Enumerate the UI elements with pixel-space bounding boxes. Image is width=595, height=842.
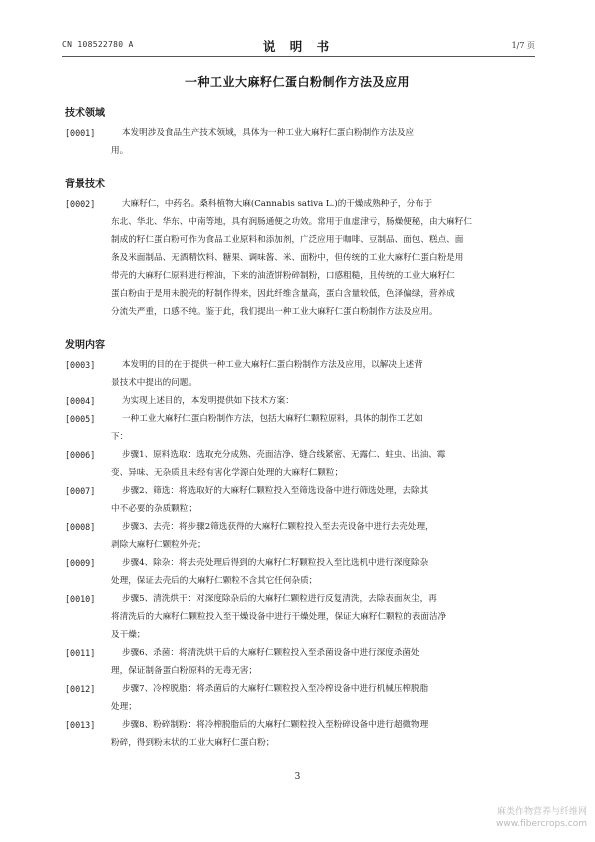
paragraph <box>65 195 537 321</box>
paragraph-number: [0006] <box>65 450 96 460</box>
watermark-site-name: 麻类作物营养与纤维网 <box>496 807 587 817</box>
paragraph-number: [0001] <box>65 128 96 138</box>
page-number: 3 <box>294 772 301 782</box>
page-header <box>62 38 535 56</box>
section-heading: 发明内容 <box>65 340 105 351</box>
paragraph-number: [0002] <box>65 199 96 209</box>
paragraph <box>65 124 537 160</box>
paragraph-number: [0013] <box>65 720 96 730</box>
paragraph-text: 步骤5、清洗烘干：对深度除杂后的大麻籽仁颗粒进行反复清洗，去除表面灰尘，再 将清洗后的大麻籽仁颗粒投入至干燥设备中进行干燥处理，保证大麻籽仁颗粒的表面洁净 及干燥； <box>111 594 447 640</box>
section-heading: 技术领域 <box>65 108 105 119</box>
paragraph-text: 步骤3、去壳：将步骤2筛选获得的大麻籽仁颗粒投入至去壳设备中进行去壳处理， 剥除大麻籽仁颗粒外壳； <box>111 522 434 550</box>
paragraph-number: [0011] <box>65 648 96 658</box>
section-background <box>65 178 537 321</box>
paragraph-text: 步骤8、粉碎制粉：将冷榨脱脂后的大麻籽仁颗粒投入至粉碎设备中进行超微物理 粉碎，得到粉末状的工业大麻籽仁蛋白粉； <box>111 720 429 748</box>
paragraph-number: [0004] <box>65 396 96 406</box>
paragraph-text: 一种工业大麻籽仁蛋白粉制作方法，包括大麻籽仁颗粒原料，具体的制作工艺如 下： <box>111 414 423 442</box>
paragraph-number: [0009] <box>65 558 96 568</box>
paragraph-number: [0007] <box>65 486 96 496</box>
paragraph-number: [0003] <box>65 360 96 370</box>
paragraph-text: 为实现上述目的，本发明提供如下技术方案： <box>111 396 294 406</box>
paragraph <box>65 482 537 518</box>
paragraph <box>65 716 537 752</box>
paragraph <box>65 392 537 410</box>
paragraph-number: [0008] <box>65 522 96 532</box>
paragraph <box>65 410 537 446</box>
patent-number: CN 108522780 A <box>62 40 134 49</box>
section-invention-content <box>65 339 537 752</box>
watermark-url: www.fibercrops.com <box>496 819 587 829</box>
invention-title: 一种工业大麻籽仁蛋白粉制作方法及应用 <box>184 75 410 89</box>
watermark <box>496 806 587 830</box>
paragraph <box>65 356 537 392</box>
section-heading: 背景技术 <box>65 179 105 190</box>
paragraph-text: 步骤6、杀菌：将清洗烘干后的大麻籽仁颗粒投入至杀菌设备中进行深度杀菌处 理，保证制备蛋白粉原料的无毒无害； <box>111 648 420 676</box>
paragraph-text: 本发明涉及食品生产技术领域，具体为一种工业大麻籽仁蛋白粉制作方法及应 用。 <box>111 128 415 156</box>
paragraph-text: 步骤2、筛选：将选取好的大麻籽仁颗粒投入至筛选设备中进行筛选处理，去除其 中不必要的杂质颗粒； <box>111 486 429 514</box>
paragraph <box>65 644 537 680</box>
header-divider <box>62 56 535 57</box>
paragraph-text: 步骤7、冷榨脱脂：将杀菌后的大麻籽仁颗粒投入至冷榨设备中进行机械压榨脱脂 处理； <box>111 684 429 712</box>
paragraph <box>65 446 537 482</box>
document-type-title: 说 明 书 <box>262 39 335 54</box>
page-indicator: 1/7 页 <box>511 41 535 50</box>
paragraph <box>65 554 537 590</box>
paragraph <box>65 590 537 644</box>
paragraph-number: [0012] <box>65 684 96 694</box>
paragraph-text: 步骤1、原料选取：选取充分成熟、壳面洁净、缝合线紧密、无露仁、蛀虫、出油、霉 变、异味、无杂质且未经有害化学源白处理的大麻籽仁颗粒； <box>111 450 446 478</box>
paragraph-number: [0005] <box>65 414 96 424</box>
paragraph-number: [0010] <box>65 594 96 604</box>
section-technical-field <box>65 107 537 160</box>
paragraph-text: 大麻籽仁，中药名。桑科植物大麻(Cannabis sativa L.)的干燥成熟种子，分布于 东北、华北、华东、中南等地，具有润肠通便之功效。常用于血虚津亏，肠燥便秘，由大麻籽仁 制成的籽仁蛋白粉可作为食品工业原料和添加剂，广泛应用于咖啡、豆制品、面包、糕点、面 条及米面制品、无酒精饮料、糖果、调味酱、米、面粉中，但传统的工业大麻籽仁蛋白粉是用 带壳的大麻籽仁原料进行榨油，下来的油渣饼粉碎制粉，口感粗糙，且传统的工业大麻籽仁 蛋白粉由于是用未脱壳的籽制作得来，因此纤维含量高，蛋白含量较低，色泽偏绿，营养成 分流失严重，口感不纯。鉴于此，我们提出一种工业大麻籽仁蛋白粉制作方法及应用。 <box>111 199 472 317</box>
document-body <box>65 107 537 770</box>
paragraph-text: 本发明的目的在于提供一种工业大麻籽仁蛋白粉制作方法及应用，以解决上述背 景技术中提出的问题。 <box>111 360 423 388</box>
paragraph <box>65 518 537 554</box>
paragraph <box>65 680 537 716</box>
paragraph-text: 步骤4、除杂：将去壳处理后得到的大麻籽仁籽颗粒投入至比选机中进行深度除杂 处理，保证去壳后的大麻籽仁颗粒不含其它任何杂质； <box>111 558 429 586</box>
